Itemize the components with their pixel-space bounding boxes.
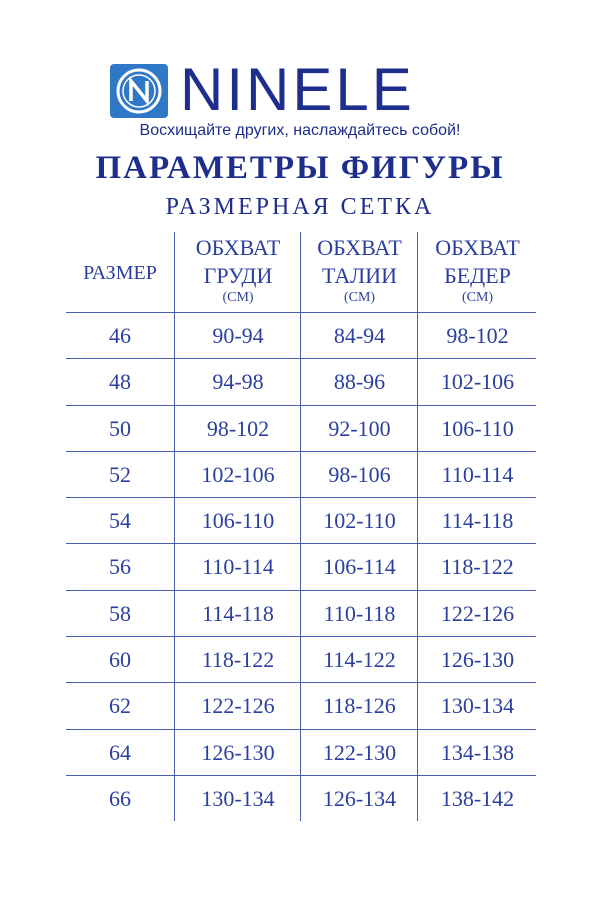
header-waist-unit: (СМ) [343, 290, 376, 305]
cell-size: 62 [109, 693, 131, 719]
cell-waist: 122-130 [300, 730, 418, 775]
header-chest-line2: ГРУДИ [203, 263, 273, 288]
cell-hips: 126-130 [417, 637, 537, 682]
cell-hips: 102-106 [417, 359, 537, 404]
cell-size: 48 [109, 369, 131, 395]
cell-size: 52 [109, 461, 131, 487]
header-chest [174, 232, 301, 312]
header-hips-line2: БЕДЕР [444, 263, 511, 288]
cell-waist: 106-114 [300, 544, 418, 589]
cell-chest: 102-106 [174, 452, 301, 497]
cell-size: 58 [109, 600, 131, 626]
cell-chest: 118-122 [174, 637, 301, 682]
cell-chest: 94-98 [174, 359, 301, 404]
table-row [66, 406, 536, 452]
cell-size: 46 [109, 323, 131, 348]
header-size-label: РАЗМЕР [83, 262, 157, 284]
cell-chest: 114-118 [174, 591, 301, 636]
table-header [66, 232, 536, 313]
cell-hips: 130-134 [417, 683, 537, 728]
brand-logo [110, 56, 500, 123]
cell-waist: 126-134 [300, 776, 418, 821]
cell-size: 56 [109, 554, 131, 580]
size-chart-table [66, 232, 536, 821]
cell-chest: 122-126 [174, 683, 301, 728]
cell-size: 60 [109, 647, 131, 673]
table-row [66, 544, 536, 590]
cell-waist: 98-106 [300, 452, 418, 497]
header-hips-unit: (СМ) [461, 290, 494, 305]
header-chest-unit: (СМ) [222, 290, 254, 305]
cell-hips: 106-110 [417, 406, 537, 451]
table-row [66, 313, 536, 359]
cell-waist: 110-118 [300, 591, 418, 636]
cell-size: 54 [109, 508, 131, 534]
table-row [66, 359, 536, 405]
cell-size: 50 [109, 415, 131, 441]
cell-waist: 114-122 [300, 637, 418, 682]
page-title: ПАРАМЕТРЫ ФИГУРЫ [95, 150, 505, 186]
cell-hips: 134-138 [417, 730, 537, 775]
table-row [66, 730, 536, 776]
cell-hips: 138-142 [417, 776, 537, 821]
cell-waist: 118-126 [300, 683, 418, 728]
cell-hips: 110-114 [417, 452, 537, 497]
cell-hips: 122-126 [417, 591, 537, 636]
cell-chest: 106-110 [174, 498, 301, 543]
header-size [66, 232, 174, 312]
header-hips-line1: ОБХВАТ [435, 235, 520, 260]
header-waist-line1: ОБХВАТ [317, 235, 402, 260]
cell-hips: 118-122 [417, 544, 537, 589]
header-chest-line1: ОБХВАТ [195, 235, 281, 260]
cell-waist: 92-100 [300, 406, 418, 451]
brand-name: NINELE [180, 56, 415, 123]
cell-waist: 102-110 [300, 498, 418, 543]
header-waist [300, 232, 418, 312]
cell-size: 64 [109, 739, 131, 765]
cell-chest: 130-134 [174, 776, 301, 821]
table-row [66, 498, 536, 544]
table-row [66, 637, 536, 683]
header-waist-line2: ТАЛИИ [322, 263, 397, 288]
cell-waist: 84-94 [300, 313, 418, 358]
cell-chest: 126-130 [174, 730, 301, 775]
page-subtitle: РАЗМЕРНАЯ СЕТКА [165, 194, 435, 220]
ninele-monogram-icon [110, 64, 168, 118]
table-row [66, 776, 536, 821]
cell-hips: 114-118 [417, 498, 537, 543]
table-row [66, 452, 536, 498]
cell-waist: 88-96 [300, 359, 418, 404]
cell-chest: 110-114 [174, 544, 301, 589]
brand-tagline: Восхищайте других, наслаждайтесь собой! [139, 122, 461, 139]
cell-chest: 90-94 [174, 313, 301, 358]
cell-size: 66 [109, 785, 131, 811]
table-row [66, 591, 536, 637]
cell-chest: 98-102 [174, 406, 301, 451]
cell-hips: 98-102 [417, 313, 537, 358]
table-row [66, 683, 536, 729]
header-hips [417, 232, 537, 312]
